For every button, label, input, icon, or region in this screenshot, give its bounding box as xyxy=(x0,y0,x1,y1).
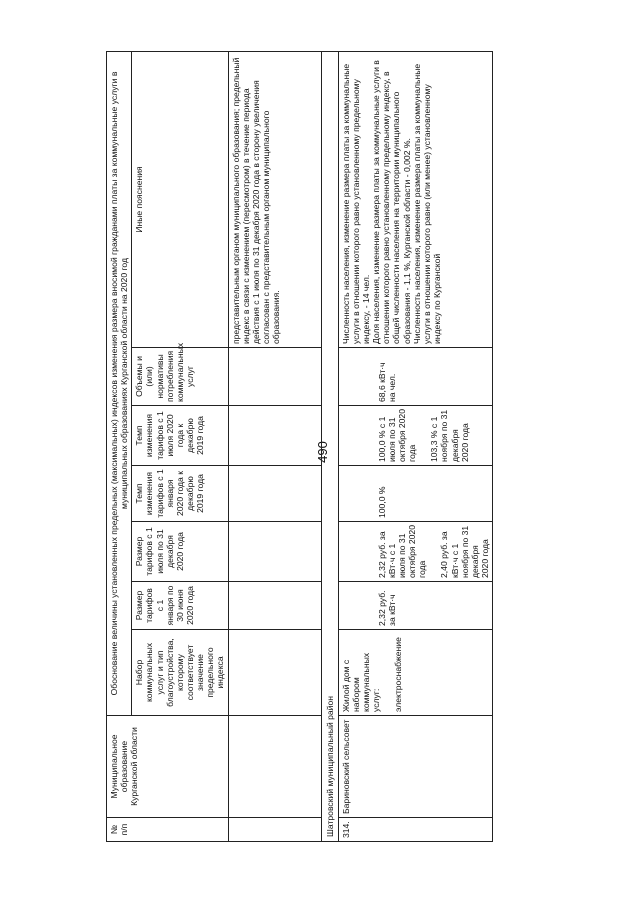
header-tariff-jan: Размер тарифов с 1 января по 30 июня 2020 года xyxy=(132,582,228,630)
tariff-index-table xyxy=(106,51,493,842)
row-rate-jan: 100,0 % xyxy=(338,466,492,522)
header-set: Набор коммунальных услуг и тип благоустройства, которому соответствует значение предельного индекса xyxy=(132,630,228,716)
header-tariff-jul: Размер тарифов с 1 июля по 31 декабря 2020 года xyxy=(132,522,228,582)
header-rate-jan: Темп изменения тарифов с 1 января 2020 года к декабрю 2019 года xyxy=(132,466,228,522)
table-row-continuation xyxy=(228,52,321,842)
row-set-item: электроснабжение xyxy=(393,637,404,712)
page-number: 490 xyxy=(314,441,330,463)
header-group-title: Обоснование величины установленных предельных (максимальных) индексов изменения размера вносимой гражданами платы за коммунальные услуги в муниципальных образованиях Курганской области на 2020 год xyxy=(107,52,132,716)
rotated-table-wrapper xyxy=(106,52,556,842)
row-notes xyxy=(338,52,492,348)
row-municipality: Бариновский сельсовет xyxy=(338,716,492,818)
row-volume: 68,6 кВт·ч на чел. xyxy=(338,348,492,406)
row-rate-jul: 100,0 % с 1 июля по 31 октября 2020 года 103,3 % с 1 ноября по 31 декабря 2020 года xyxy=(338,406,492,466)
header-rate-jul: Темп изменения тарифов с 1 июля 2020 года к декабрю 2019 года xyxy=(132,406,228,466)
row-tariff-jul: 2,32 руб. за кВт·ч с 1 июля по 31 октября 2020 года 2,40 руб. за кВт·ч с 1 ноября по 31 декабря 2020 года xyxy=(338,522,492,582)
row-tariff-jan: 2,32 руб. за кВт·ч xyxy=(338,582,492,630)
header-notes: Иные пояснения xyxy=(132,52,228,348)
section-title: Шатровский муниципальный район xyxy=(321,52,338,842)
header-municipality: Муниципальное образование Курганской области xyxy=(107,716,229,818)
header-num: № п/п xyxy=(107,818,229,842)
note-share: Доля населения, изменение размера платы за коммунальные услуги в отношении которого равно установленному предельному индексу, в общей численности населения на территории муниципального образования - 1,1 %, Курганской области - 0,002 %. xyxy=(371,60,412,344)
note-population-2: Численность населения, изменение размера платы за коммунальные услуги в отношении которого равно (или менее) установленному индексу по Курганской xyxy=(411,63,442,344)
row-set xyxy=(338,630,492,716)
continuation-note: представительным органом муниципального образования; предельный индекс в связи с изменением (пересмотром) в течение периода действия с 1 июля по 31 декабря 2020 года в сторону увеличения согласован с представительным органом муниципального образования. xyxy=(228,52,321,348)
row-num: 314. xyxy=(338,818,492,842)
row-set-title: Жилой дом с набором коммунальных услуг: xyxy=(340,652,382,712)
header-volume: Объемы и (или) нормативы потребления коммунальных услуг xyxy=(132,348,228,406)
table-row xyxy=(338,52,492,842)
table-row-section xyxy=(321,52,338,842)
note-population: Численность населения, изменение размера платы за коммунальные услуги в отношении которого равно установленному предельному индексу, - 14 чел. xyxy=(340,63,371,344)
